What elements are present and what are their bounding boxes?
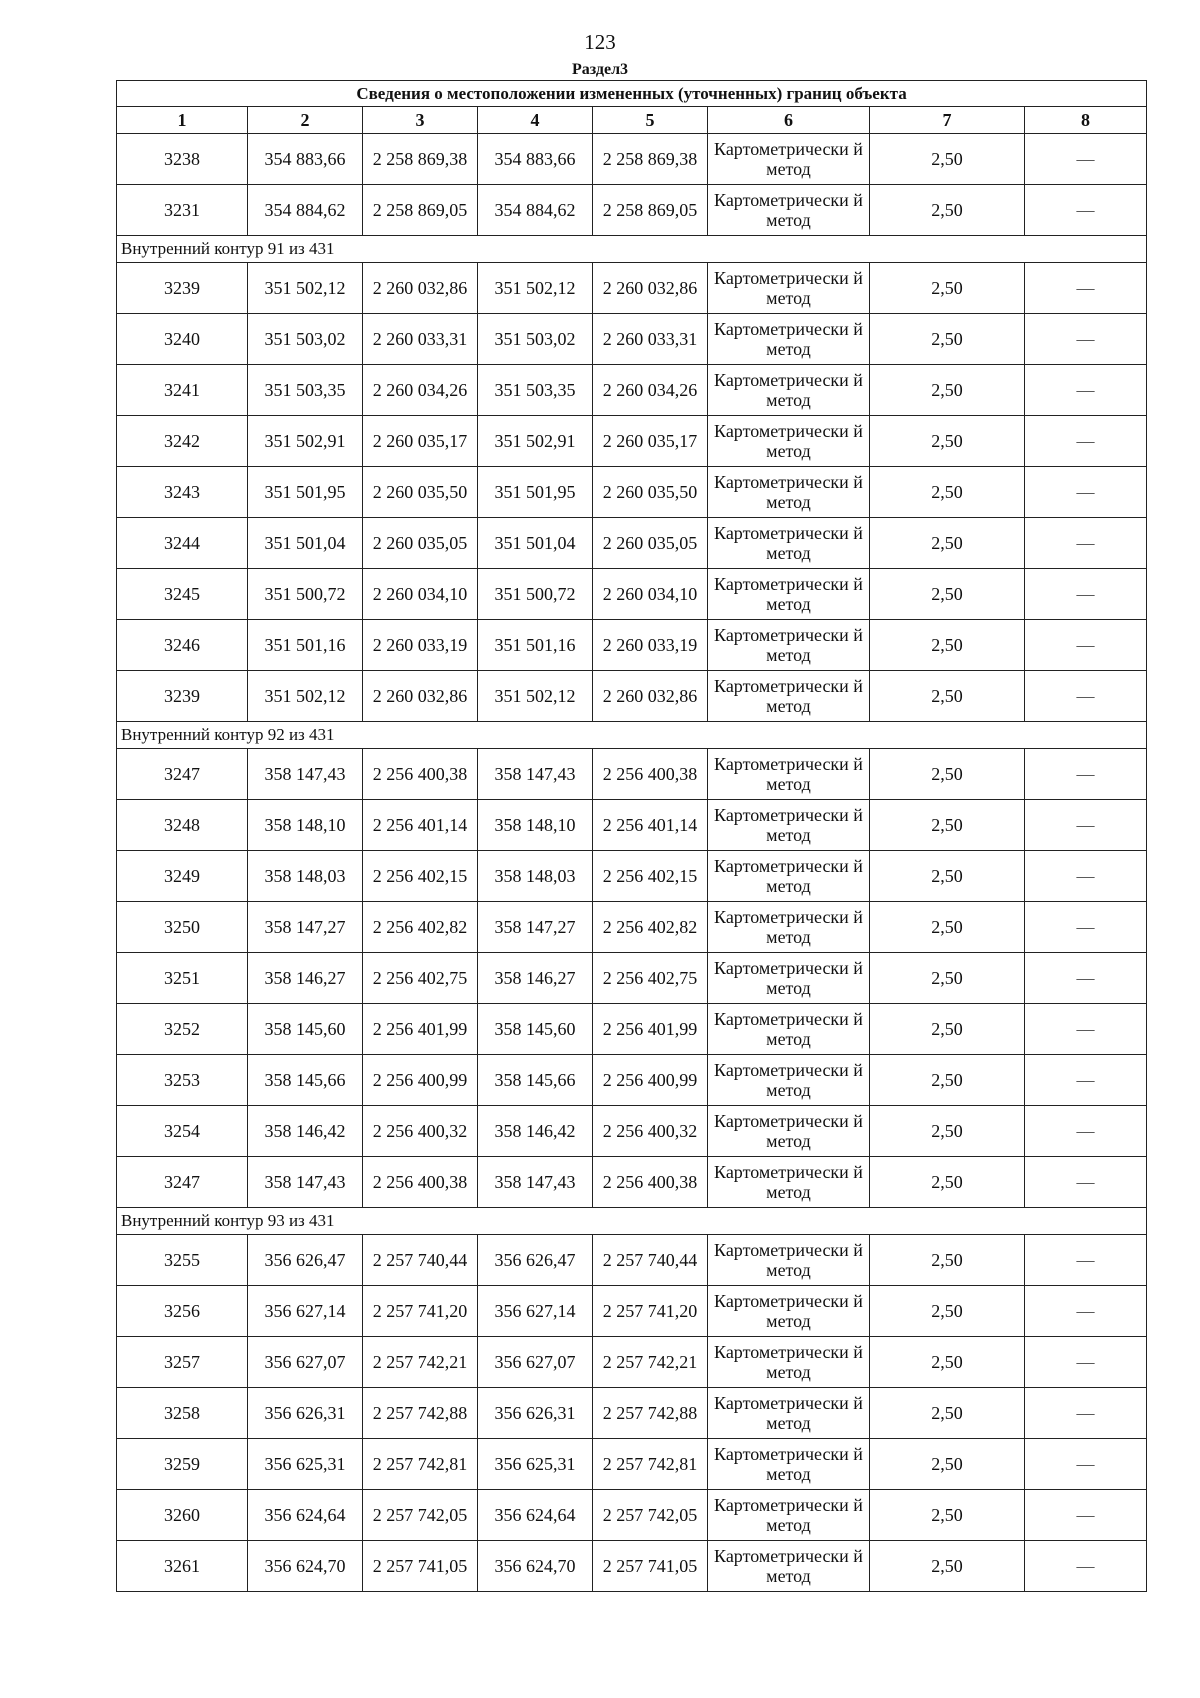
table-row — [117, 1106, 1147, 1157]
coord-x-old: 351 502,91 — [248, 416, 363, 467]
coord-x-new: 356 626,31 — [478, 1388, 593, 1439]
coord-x-new: 358 146,27 — [478, 953, 593, 1004]
coord-x-old: 354 884,62 — [248, 185, 363, 236]
point-number: 3242 — [117, 416, 248, 467]
accuracy-cell: 2,50 — [870, 1235, 1025, 1286]
point-number: 3231 — [117, 185, 248, 236]
accuracy-cell: 2,50 — [870, 1286, 1025, 1337]
accuracy-cell: 2,50 — [870, 518, 1025, 569]
coord-x-old: 358 145,66 — [248, 1055, 363, 1106]
contour-heading-row — [117, 722, 1147, 749]
table-row — [117, 1004, 1147, 1055]
coord-y-old: 2 257 740,44 — [363, 1235, 478, 1286]
table-title-row — [117, 81, 1147, 107]
description-cell: — — [1025, 1286, 1147, 1337]
coord-y-old: 2 257 741,05 — [363, 1541, 478, 1592]
description-cell: — — [1025, 569, 1147, 620]
table-row — [117, 1388, 1147, 1439]
column-number-header: 1 — [117, 107, 248, 134]
point-number: 3253 — [117, 1055, 248, 1106]
coord-y-new: 2 256 400,38 — [593, 749, 708, 800]
coord-x-old: 351 502,12 — [248, 263, 363, 314]
coord-y-new: 2 256 402,82 — [593, 902, 708, 953]
table-row — [117, 1490, 1147, 1541]
coord-y-new: 2 256 401,14 — [593, 800, 708, 851]
coord-y-new: 2 257 741,20 — [593, 1286, 708, 1337]
coord-x-new: 351 503,02 — [478, 314, 593, 365]
coord-x-old: 358 147,43 — [248, 749, 363, 800]
coord-y-old: 2 260 032,86 — [363, 671, 478, 722]
coord-y-new: 2 257 742,81 — [593, 1439, 708, 1490]
table-row — [117, 851, 1147, 902]
accuracy-cell: 2,50 — [870, 851, 1025, 902]
coord-y-old: 2 256 400,38 — [363, 1157, 478, 1208]
table-row — [117, 953, 1147, 1004]
coord-x-old: 358 148,10 — [248, 800, 363, 851]
coord-x-new: 351 500,72 — [478, 569, 593, 620]
description-cell: — — [1025, 467, 1147, 518]
table-row — [117, 1157, 1147, 1208]
accuracy-cell: 2,50 — [870, 1055, 1025, 1106]
coord-x-old: 358 146,42 — [248, 1106, 363, 1157]
coord-x-new: 351 502,91 — [478, 416, 593, 467]
description-cell: — — [1025, 1388, 1147, 1439]
coord-y-old: 2 257 742,05 — [363, 1490, 478, 1541]
point-number: 3244 — [117, 518, 248, 569]
method-cell: Картометрически й метод — [708, 1055, 870, 1106]
coord-x-new: 358 147,43 — [478, 1157, 593, 1208]
column-number-header: 3 — [363, 107, 478, 134]
method-cell: Картометрически й метод — [708, 263, 870, 314]
accuracy-cell: 2,50 — [870, 953, 1025, 1004]
table-row — [117, 1337, 1147, 1388]
coord-y-old: 2 256 402,75 — [363, 953, 478, 1004]
coord-y-new: 2 257 740,44 — [593, 1235, 708, 1286]
column-number-header: 5 — [593, 107, 708, 134]
coord-y-new: 2 257 741,05 — [593, 1541, 708, 1592]
accuracy-cell: 2,50 — [870, 1157, 1025, 1208]
point-number: 3255 — [117, 1235, 248, 1286]
coord-y-old: 2 256 400,32 — [363, 1106, 478, 1157]
table-row — [117, 134, 1147, 185]
description-cell: — — [1025, 1157, 1147, 1208]
method-cell: Картометрически й метод — [708, 1337, 870, 1388]
coord-x-new: 351 502,12 — [478, 671, 593, 722]
method-cell: Картометрически й метод — [708, 518, 870, 569]
method-cell: Картометрически й метод — [708, 185, 870, 236]
accuracy-cell: 2,50 — [870, 749, 1025, 800]
coord-y-new: 2 256 400,38 — [593, 1157, 708, 1208]
coord-x-old: 356 624,64 — [248, 1490, 363, 1541]
method-cell: Картометрически й метод — [708, 1235, 870, 1286]
table-row — [117, 467, 1147, 518]
coord-y-new: 2 258 869,38 — [593, 134, 708, 185]
accuracy-cell: 2,50 — [870, 314, 1025, 365]
coord-y-old: 2 256 401,14 — [363, 800, 478, 851]
point-number: 3251 — [117, 953, 248, 1004]
coord-x-old: 351 503,02 — [248, 314, 363, 365]
description-cell: — — [1025, 1439, 1147, 1490]
boundary-coordinates-table — [116, 80, 1147, 1592]
coord-x-new: 358 145,60 — [478, 1004, 593, 1055]
point-number: 3245 — [117, 569, 248, 620]
contour-heading-row — [117, 236, 1147, 263]
coord-y-old: 2 257 742,81 — [363, 1439, 478, 1490]
coord-y-old: 2 260 035,17 — [363, 416, 478, 467]
coord-y-new: 2 256 402,75 — [593, 953, 708, 1004]
column-number-header: 6 — [708, 107, 870, 134]
point-number: 3246 — [117, 620, 248, 671]
method-cell: Картометрически й метод — [708, 416, 870, 467]
table-row — [117, 569, 1147, 620]
coord-x-old: 351 501,16 — [248, 620, 363, 671]
coord-x-new: 354 883,66 — [478, 134, 593, 185]
coord-y-new: 2 260 034,10 — [593, 569, 708, 620]
point-number: 3249 — [117, 851, 248, 902]
page-number: 123 — [584, 30, 616, 54]
method-cell: Картометрически й метод — [708, 1157, 870, 1208]
description-cell: — — [1025, 416, 1147, 467]
coord-x-new: 351 501,04 — [478, 518, 593, 569]
coord-x-old: 351 503,35 — [248, 365, 363, 416]
coord-y-old: 2 260 033,19 — [363, 620, 478, 671]
accuracy-cell: 2,50 — [870, 1388, 1025, 1439]
coord-y-old: 2 258 869,38 — [363, 134, 478, 185]
point-number: 3254 — [117, 1106, 248, 1157]
coord-x-old: 356 626,47 — [248, 1235, 363, 1286]
point-number: 3239 — [117, 263, 248, 314]
coord-y-new: 2 256 401,99 — [593, 1004, 708, 1055]
coord-x-old: 356 624,70 — [248, 1541, 363, 1592]
description-cell: — — [1025, 1055, 1147, 1106]
method-cell: Картометрически й метод — [708, 365, 870, 416]
contour-label: Внутренний контур 91 из 431 — [117, 236, 1147, 263]
point-number: 3241 — [117, 365, 248, 416]
table-row — [117, 518, 1147, 569]
description-cell: — — [1025, 851, 1147, 902]
accuracy-cell: 2,50 — [870, 1337, 1025, 1388]
description-cell: — — [1025, 1004, 1147, 1055]
column-number-header: 8 — [1025, 107, 1147, 134]
method-cell: Картометрически й метод — [708, 1106, 870, 1157]
coord-x-new: 358 146,42 — [478, 1106, 593, 1157]
accuracy-cell: 2,50 — [870, 185, 1025, 236]
point-number: 3258 — [117, 1388, 248, 1439]
point-number: 3250 — [117, 902, 248, 953]
table-row — [117, 800, 1147, 851]
table-body — [117, 81, 1147, 1592]
coord-y-new: 2 258 869,05 — [593, 185, 708, 236]
method-cell: Картометрически й метод — [708, 749, 870, 800]
coord-x-old: 351 502,12 — [248, 671, 363, 722]
coord-x-new: 356 624,70 — [478, 1541, 593, 1592]
point-number: 3238 — [117, 134, 248, 185]
table-row — [117, 416, 1147, 467]
method-cell: Картометрически й метод — [708, 902, 870, 953]
accuracy-cell: 2,50 — [870, 134, 1025, 185]
accuracy-cell: 2,50 — [870, 1004, 1025, 1055]
coord-y-old: 2 260 035,50 — [363, 467, 478, 518]
column-number-row — [117, 107, 1147, 134]
description-cell: — — [1025, 953, 1147, 1004]
accuracy-cell: 2,50 — [870, 416, 1025, 467]
table-row — [117, 185, 1147, 236]
coord-y-new: 2 260 035,05 — [593, 518, 708, 569]
table-row — [117, 620, 1147, 671]
coord-x-old: 354 883,66 — [248, 134, 363, 185]
contour-heading-row — [117, 1208, 1147, 1235]
coord-y-old: 2 256 400,38 — [363, 749, 478, 800]
accuracy-cell: 2,50 — [870, 671, 1025, 722]
coord-y-old: 2 256 402,82 — [363, 902, 478, 953]
table-row — [117, 263, 1147, 314]
description-cell: — — [1025, 263, 1147, 314]
coord-x-new: 358 148,03 — [478, 851, 593, 902]
coord-x-new: 358 145,66 — [478, 1055, 593, 1106]
accuracy-cell: 2,50 — [870, 1541, 1025, 1592]
point-number: 3240 — [117, 314, 248, 365]
coord-y-new: 2 260 035,50 — [593, 467, 708, 518]
coord-x-old: 356 627,07 — [248, 1337, 363, 1388]
coord-y-old: 2 256 402,15 — [363, 851, 478, 902]
coord-x-new: 356 627,14 — [478, 1286, 593, 1337]
coord-x-new: 358 147,43 — [478, 749, 593, 800]
description-cell: — — [1025, 620, 1147, 671]
coord-x-old: 358 147,27 — [248, 902, 363, 953]
coord-x-new: 351 502,12 — [478, 263, 593, 314]
column-number-header: 2 — [248, 107, 363, 134]
method-cell: Картометрически й метод — [708, 620, 870, 671]
point-number: 3243 — [117, 467, 248, 518]
accuracy-cell: 2,50 — [870, 365, 1025, 416]
coord-x-new: 354 884,62 — [478, 185, 593, 236]
coord-x-new: 356 627,07 — [478, 1337, 593, 1388]
table-row — [117, 1439, 1147, 1490]
coord-y-new: 2 260 033,31 — [593, 314, 708, 365]
coord-y-new: 2 256 400,32 — [593, 1106, 708, 1157]
coord-y-old: 2 260 032,86 — [363, 263, 478, 314]
coord-x-new: 351 503,35 — [478, 365, 593, 416]
coord-y-new: 2 260 033,19 — [593, 620, 708, 671]
point-number: 3247 — [117, 749, 248, 800]
coord-x-new: 358 147,27 — [478, 902, 593, 953]
accuracy-cell: 2,50 — [870, 800, 1025, 851]
description-cell: — — [1025, 365, 1147, 416]
coord-y-old: 2 257 742,21 — [363, 1337, 478, 1388]
coord-y-old: 2 260 034,26 — [363, 365, 478, 416]
point-number: 3256 — [117, 1286, 248, 1337]
table-row — [117, 1235, 1147, 1286]
coord-y-old: 2 256 401,99 — [363, 1004, 478, 1055]
point-number: 3259 — [117, 1439, 248, 1490]
method-cell: Картометрически й метод — [708, 1490, 870, 1541]
coord-x-old: 358 148,03 — [248, 851, 363, 902]
table-row — [117, 1541, 1147, 1592]
coord-x-old: 356 627,14 — [248, 1286, 363, 1337]
coord-y-new: 2 260 032,86 — [593, 671, 708, 722]
method-cell: Картометрически й метод — [708, 1541, 870, 1592]
coord-x-old: 358 147,43 — [248, 1157, 363, 1208]
coord-y-new: 2 257 742,88 — [593, 1388, 708, 1439]
method-cell: Картометрически й метод — [708, 671, 870, 722]
description-cell: — — [1025, 1106, 1147, 1157]
coord-y-old: 2 258 869,05 — [363, 185, 478, 236]
method-cell: Картометрически й метод — [708, 953, 870, 1004]
coord-x-new: 358 148,10 — [478, 800, 593, 851]
description-cell: — — [1025, 314, 1147, 365]
coord-x-old: 358 146,27 — [248, 953, 363, 1004]
method-cell: Картометрически й метод — [708, 851, 870, 902]
description-cell: — — [1025, 518, 1147, 569]
coord-x-new: 356 624,64 — [478, 1490, 593, 1541]
method-cell: Картометрически й метод — [708, 467, 870, 518]
table-title: Сведения о местоположении измененных (уточненных) границ объекта — [117, 81, 1147, 107]
coord-y-old: 2 257 742,88 — [363, 1388, 478, 1439]
description-cell: — — [1025, 1490, 1147, 1541]
coord-y-new: 2 256 400,99 — [593, 1055, 708, 1106]
coord-y-new: 2 257 742,05 — [593, 1490, 708, 1541]
method-cell: Картометрически й метод — [708, 569, 870, 620]
accuracy-cell: 2,50 — [870, 569, 1025, 620]
coord-y-new: 2 260 032,86 — [593, 263, 708, 314]
coord-x-old: 356 625,31 — [248, 1439, 363, 1490]
accuracy-cell: 2,50 — [870, 263, 1025, 314]
coord-x-old: 356 626,31 — [248, 1388, 363, 1439]
table-row — [117, 749, 1147, 800]
point-number: 3239 — [117, 671, 248, 722]
coord-x-old: 358 145,60 — [248, 1004, 363, 1055]
accuracy-cell: 2,50 — [870, 1106, 1025, 1157]
accuracy-cell: 2,50 — [870, 620, 1025, 671]
accuracy-cell: 2,50 — [870, 902, 1025, 953]
coord-y-new: 2 257 742,21 — [593, 1337, 708, 1388]
coord-x-new: 356 626,47 — [478, 1235, 593, 1286]
point-number: 3247 — [117, 1157, 248, 1208]
point-number: 3260 — [117, 1490, 248, 1541]
coord-y-old: 2 260 033,31 — [363, 314, 478, 365]
method-cell: Картометрически й метод — [708, 314, 870, 365]
description-cell: — — [1025, 1235, 1147, 1286]
coord-y-old: 2 256 400,99 — [363, 1055, 478, 1106]
coord-y-old: 2 260 034,10 — [363, 569, 478, 620]
table-row — [117, 1286, 1147, 1337]
accuracy-cell: 2,50 — [870, 1490, 1025, 1541]
coord-y-old: 2 257 741,20 — [363, 1286, 478, 1337]
coord-x-new: 351 501,95 — [478, 467, 593, 518]
coord-y-new: 2 256 402,15 — [593, 851, 708, 902]
contour-label: Внутренний контур 92 из 431 — [117, 722, 1147, 749]
coord-x-new: 351 501,16 — [478, 620, 593, 671]
coord-x-old: 351 500,72 — [248, 569, 363, 620]
point-number: 3252 — [117, 1004, 248, 1055]
column-number-header: 7 — [870, 107, 1025, 134]
coord-x-old: 351 501,95 — [248, 467, 363, 518]
section-label: Раздел3 — [571, 61, 629, 78]
column-number-header: 4 — [478, 107, 593, 134]
contour-label: Внутренний контур 93 из 431 — [117, 1208, 1147, 1235]
coord-y-new: 2 260 035,17 — [593, 416, 708, 467]
accuracy-cell: 2,50 — [870, 467, 1025, 518]
point-number: 3248 — [117, 800, 248, 851]
description-cell: — — [1025, 134, 1147, 185]
method-cell: Картометрически й метод — [708, 1286, 870, 1337]
coord-x-old: 351 501,04 — [248, 518, 363, 569]
table-row — [117, 365, 1147, 416]
table-row — [117, 902, 1147, 953]
description-cell: — — [1025, 1541, 1147, 1592]
method-cell: Картометрически й метод — [708, 134, 870, 185]
accuracy-cell: 2,50 — [870, 1439, 1025, 1490]
method-cell: Картометрически й метод — [708, 1004, 870, 1055]
method-cell: Картометрически й метод — [708, 1388, 870, 1439]
method-cell: Картометрически й метод — [708, 800, 870, 851]
description-cell: — — [1025, 902, 1147, 953]
table-row — [117, 671, 1147, 722]
method-cell: Картометрически й метод — [708, 1439, 870, 1490]
coord-y-new: 2 260 034,26 — [593, 365, 708, 416]
coord-y-old: 2 260 035,05 — [363, 518, 478, 569]
description-cell: — — [1025, 671, 1147, 722]
table-row — [117, 1055, 1147, 1106]
coord-x-new: 356 625,31 — [478, 1439, 593, 1490]
description-cell: — — [1025, 749, 1147, 800]
description-cell: — — [1025, 800, 1147, 851]
point-number: 3257 — [117, 1337, 248, 1388]
description-cell: — — [1025, 1337, 1147, 1388]
point-number: 3261 — [117, 1541, 248, 1592]
description-cell: — — [1025, 185, 1147, 236]
table-row — [117, 314, 1147, 365]
